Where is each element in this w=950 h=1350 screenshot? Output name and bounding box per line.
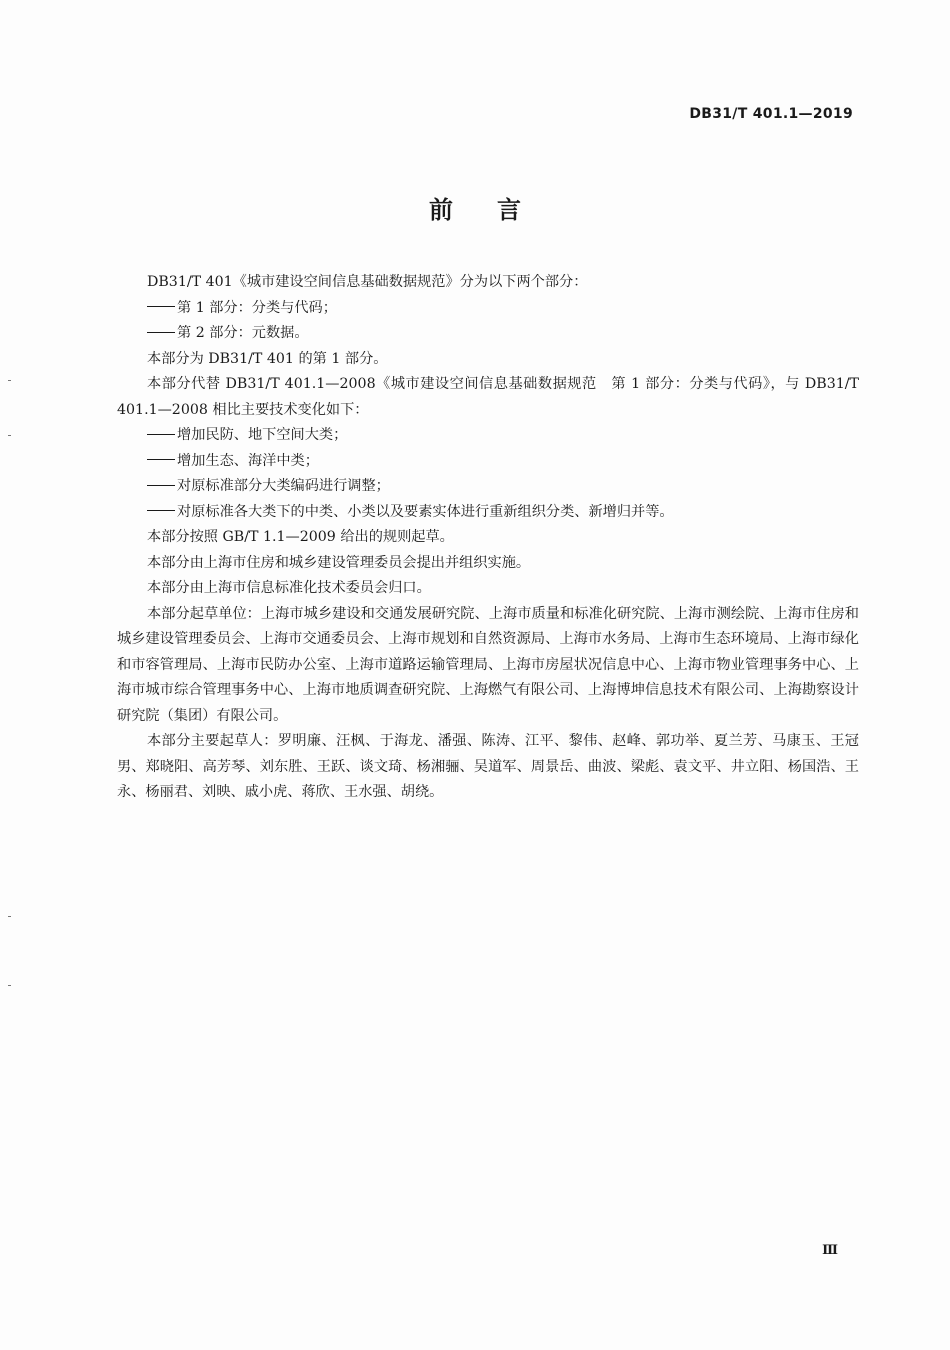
dash-mark: [147, 332, 175, 333]
list-item-text: 对原标准各大类下的中类、小类以及要素实体进行重新组织分类、新增归并等。: [177, 503, 674, 520]
document-body: [117, 270, 859, 806]
scan-speck: [8, 380, 11, 381]
paragraph: 本部分由上海市信息标准化技术委员会归口。: [147, 580, 431, 596]
dash-mark: [147, 306, 175, 307]
list-item-text: 第 2 部分：元数据。: [177, 325, 309, 341]
scan-speck: [8, 916, 11, 917]
list-item-text: 增加民防、地下空间大类；: [177, 427, 348, 443]
list-item-text: 第 1 部分：分类与代码；: [177, 299, 337, 316]
list-item: [117, 423, 859, 449]
dash-mark: [147, 434, 175, 435]
paragraph: DB31/T 401《城市建设空间信息基础数据规范》分为以下两个部分：: [147, 274, 588, 290]
scan-speck: [8, 985, 11, 986]
list-item: [117, 296, 859, 322]
list-item: [117, 500, 859, 526]
list-item-text: 增加生态、海洋中类；: [177, 452, 319, 469]
list-item: [117, 321, 859, 347]
paragraph: 本部分按照 GB/T 1.1—2009 给出的规则起草。: [147, 529, 454, 545]
dash-mark: [147, 485, 175, 486]
list-item: [117, 474, 859, 500]
paragraph: 本部分起草单位：上海市城乡建设和交通发展研究院、上海市质量和标准化研究院、上海市测绘院、上海市住房和城乡建设管理委员会、上海市交通委员会、上海市规划和自然资源局、上海市水务局、上海市生态环境局、上海市绿化和市容管理局、上海市民防办公室、上海市道路运输管理局、上海市房屋状况信息中心、上海市物业管理事务中心、上海市城市综合管理事务中心、上海市地质调查研究院、上海燃气有限公司、上海博坤信息技术有限公司、上海勘察设计研究院（集团）有限公司。: [117, 605, 859, 724]
paragraph: 本部分主要起草人：罗明廉、汪枫、于海龙、潘强、陈涛、江平、黎伟、赵峰、郭功举、夏兰芳、马康玉、王冠男、郑晓阳、高芳琴、刘东胜、王跃、谈文琦、杨湘骊、吴道军、周景岳、曲波、梁彪、袁文平、井立阳、杨国浩、王永、杨丽君、刘映、戚小虎、蒋欣、王水强、胡绕。: [117, 733, 859, 800]
scan-speck: [8, 435, 11, 436]
dash-mark: [147, 459, 175, 460]
paragraph: 本部分为 DB31/T 401 的第 1 部分。: [147, 350, 388, 367]
paragraph: 本部分由上海市住房和城乡建设管理委员会提出并组织实施。: [147, 554, 531, 571]
document-code: DB31/T 401.1—2019: [689, 106, 853, 122]
page-title: 前言: [429, 196, 565, 224]
list-item-text: 对原标准部分大类编码进行调整；: [177, 478, 390, 494]
page-number: Ⅲ: [822, 1243, 838, 1258]
paragraph: 本部分代替 DB31/T 401.1—2008《城市建设空间信息基础数据规范 第 1 部分：分类与代码》，与 DB31/T 401.1—2008 相比主要技术变化如下：: [117, 376, 859, 418]
list-item: [117, 449, 859, 475]
dash-mark: [147, 510, 175, 511]
